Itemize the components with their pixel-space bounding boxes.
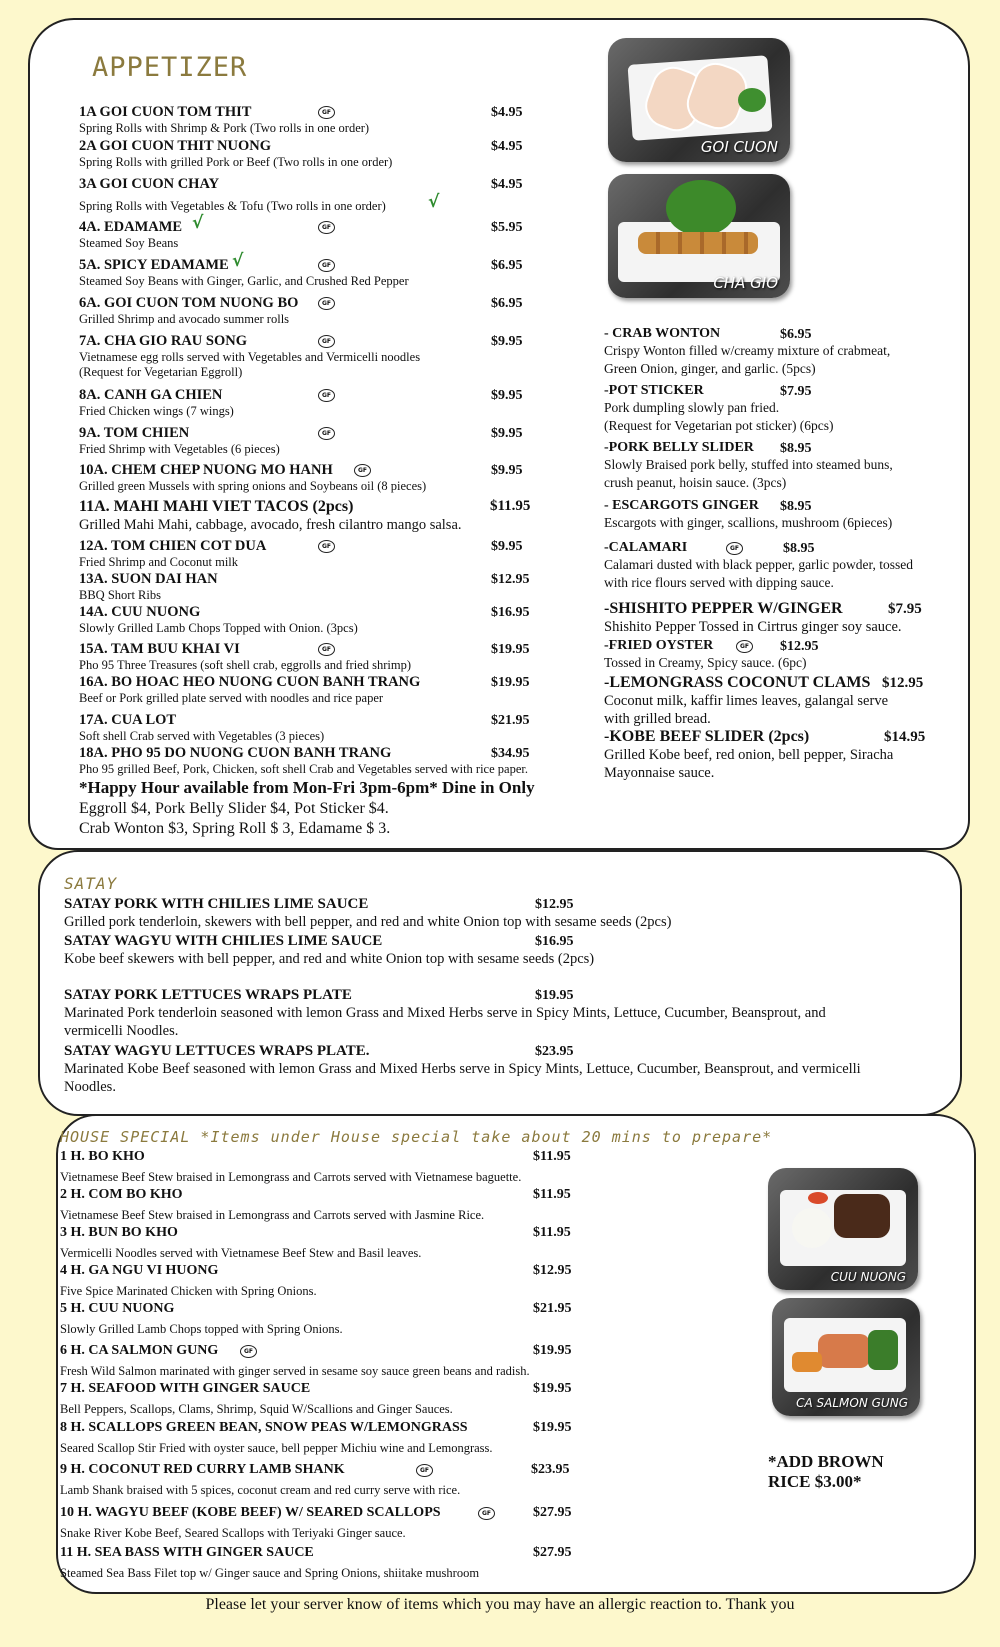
- item-description: Seared Scallop Stir Fried with oyster sauce, bell pepper Michiu wine and Lemongrass.: [60, 1441, 493, 1455]
- gluten-free-icon-label: GF: [416, 1464, 433, 1477]
- gluten-free-icon: [318, 294, 335, 312]
- item-name: 13A. SUON DAI HAN: [79, 571, 218, 587]
- gluten-free-icon: [318, 640, 335, 658]
- item-description: Fried Shrimp and Coconut milk: [79, 555, 239, 569]
- menu-item: [60, 1301, 343, 1337]
- item-description: Vermicelli Noodles served with Vietnamese Beef Stew and Basil leaves.: [60, 1246, 422, 1260]
- item-description: (Request for Vegetarian Eggroll): [79, 365, 243, 379]
- item-description: Grilled Shrimp and avocado summer rolls: [79, 312, 290, 326]
- item-name: - ESCARGOTS GINGER: [604, 498, 759, 513]
- gluten-free-icon: [318, 218, 335, 236]
- menu-item: [79, 176, 386, 214]
- gluten-free-icon: [318, 103, 335, 121]
- menu-item: [604, 638, 807, 672]
- brown-rice-note: RICE $3.00*: [768, 1472, 862, 1491]
- item-description: Slowly Grilled Lamb Chops topped with Spring Onions.: [60, 1322, 343, 1336]
- photo-cha-gio: [608, 174, 790, 298]
- menu-item: [604, 498, 892, 532]
- menu-item: [60, 1420, 493, 1456]
- menu-item: [79, 462, 426, 494]
- menu-item: [60, 1505, 441, 1541]
- item-price: $11.95: [490, 498, 531, 514]
- gluten-free-icon: [318, 256, 335, 274]
- item-name: -FRIED OYSTER: [604, 638, 714, 653]
- item-name: 12A. TOM CHIEN COT DUA: [79, 538, 267, 554]
- item-name: 10 H. WAGYU BEEF (KOBE BEEF) W/ SEARED SCALLOPS: [60, 1505, 441, 1520]
- item-description: Escargots with ginger, scallions, mushroom (6pieces): [604, 515, 893, 530]
- item-price: $23.95: [535, 1044, 574, 1059]
- item-description: Vietnamese Beef Stew braised in Lemongrass and Carrots served with Vietnamese baguette.: [60, 1170, 522, 1184]
- gluten-free-icon-label: GF: [318, 389, 335, 402]
- item-name: 9 H. COCONUT RED CURRY LAMB SHANK: [60, 1462, 345, 1477]
- menu-item: [60, 1343, 530, 1379]
- item-description: Slowly Grilled Lamb Chops Topped with Onion. (3pcs): [79, 621, 358, 635]
- item-description: Spring Rolls with Shrimp & Pork (Two rolls in one order): [79, 121, 370, 135]
- menu-item: [79, 745, 528, 777]
- item-description: Steamed Soy Beans with Ginger, Garlic, and Crushed Red Pepper: [79, 274, 409, 288]
- item-name: 4 H. GA NGU VI HUONG: [60, 1263, 219, 1278]
- menu-item: [604, 440, 893, 492]
- menu-item: [60, 1381, 453, 1417]
- menu-item: [79, 674, 420, 706]
- photo-ca-salmon-gung: [772, 1298, 920, 1416]
- item-price: $8.95: [780, 441, 812, 456]
- item-name: SATAY PORK WITH CHILIES LIME SAUCE: [64, 896, 369, 912]
- gluten-free-icon-label: GF: [318, 259, 335, 272]
- item-description: Green Onion, ginger, and garlic. (5pcs): [604, 361, 816, 376]
- item-price: $11.95: [533, 1225, 571, 1240]
- item-price: $21.95: [533, 1301, 572, 1316]
- item-price: $9.95: [491, 463, 523, 478]
- item-description: Five Spice Marinated Chicken with Spring Onions.: [60, 1284, 317, 1298]
- item-description: Tossed in Creamy, Spicy sauce. (6pc): [604, 655, 807, 670]
- menu-item: [604, 326, 890, 378]
- item-price: $6.95: [491, 258, 523, 273]
- item-price: $19.95: [491, 675, 530, 690]
- item-price: $27.95: [533, 1505, 572, 1520]
- gluten-free-icon-label: GF: [318, 540, 335, 553]
- item-price: $34.95: [491, 746, 530, 761]
- item-description: Steamed Sea Bass Filet top w/ Ginger sauce and Spring Onions, shiitake mushroom: [60, 1566, 480, 1580]
- gluten-free-icon-label: GF: [478, 1507, 495, 1520]
- menu-item: [64, 987, 826, 1040]
- item-price: $7.95: [780, 384, 812, 399]
- item-description: Kobe beef skewers with bell pepper, and red and white Onion top with sesame seeds (2pcs): [64, 951, 595, 967]
- satay-title: SATAY: [64, 874, 118, 893]
- item-price: $12.95: [535, 897, 574, 912]
- gluten-free-icon-label: GF: [240, 1345, 257, 1358]
- gluten-free-icon: [736, 637, 753, 655]
- item-price: $6.95: [780, 327, 812, 342]
- item-description: Grilled Mahi Mahi, cabbage, avocado, fresh cilantro mango salsa.: [79, 517, 462, 533]
- menu-item: [79, 571, 218, 603]
- item-name: 7A. CHA GIO RAU SONG: [79, 333, 247, 349]
- item-description: Fried Shrimp with Vegetables (6 pieces): [79, 442, 280, 456]
- menu-item: [79, 641, 411, 673]
- item-price: $8.95: [783, 541, 815, 556]
- item-name: 7 H. SEAFOOD WITH GINGER SAUCE: [60, 1381, 311, 1396]
- item-price: $7.95: [888, 601, 922, 617]
- menu-item: [64, 933, 594, 968]
- item-name: -KOBE BEEF SLIDER (2pcs): [604, 728, 810, 745]
- item-description: Pho 95 Three Treasures (soft shell crab, eggrolls and fried shrimp): [79, 658, 411, 672]
- photo-cuu-nuong: [768, 1168, 918, 1290]
- item-price: $11.95: [533, 1149, 571, 1164]
- house-special-title: HOUSE SPECIAL *Items under House special take about 20 mins to prepare*: [60, 1128, 773, 1146]
- item-price: $21.95: [491, 713, 530, 728]
- item-description: Pho 95 grilled Beef, Pork, Chicken, soft shell Crab and Vegetables served with rice paper.: [79, 762, 528, 776]
- gluten-free-icon-label: GF: [318, 221, 335, 234]
- item-price: $16.95: [491, 605, 530, 620]
- item-price: $23.95: [531, 1462, 570, 1477]
- item-description: BBQ Short Ribs: [79, 588, 161, 602]
- photo-caption: CHA GIO: [713, 274, 778, 292]
- item-description: Pork dumpling slowly pan fried.: [604, 400, 780, 415]
- item-description: Vietnamese egg rolls served with Vegetables and Vermicelli noodles: [79, 350, 421, 364]
- menu-item: [60, 1462, 460, 1498]
- item-name: 4A. EDAMAME: [79, 219, 183, 235]
- item-price: $4.95: [491, 177, 523, 192]
- item-description: Fried Chicken wings (7 wings): [79, 404, 234, 418]
- item-price: $19.95: [535, 988, 574, 1003]
- item-description: (Request for Vegetarian pot sticker) (6pcs): [604, 418, 834, 433]
- item-name: 14A. CUU NUONG: [79, 604, 201, 620]
- menu-item: [79, 604, 358, 636]
- menu-item: [60, 1187, 484, 1223]
- item-description: Spring Rolls with grilled Pork or Beef (Two rolls in one order): [79, 155, 393, 169]
- vegetarian-icon: √: [192, 213, 204, 233]
- item-name: 1 H. BO KHO: [60, 1149, 145, 1164]
- menu-item: [64, 1043, 861, 1096]
- item-name: 17A. CUA LOT: [79, 712, 177, 728]
- menu-item: [604, 540, 913, 592]
- item-description: Grilled pork tenderloin, skewers with bell pepper, and red and white Onion top with sesame seeds (2pcs): [64, 914, 672, 930]
- gluten-free-icon-label: GF: [354, 464, 371, 477]
- item-price: $19.95: [533, 1420, 572, 1435]
- item-name: -SHISHITO PEPPER W/GINGER: [604, 600, 843, 617]
- item-price: $8.95: [780, 499, 812, 514]
- menu-item: [604, 728, 893, 782]
- item-description: Lamb Shank braised with 5 spices, coconut cream and red curry serve with rice.: [60, 1483, 461, 1497]
- item-name: 2A GOI CUON THIT NUONG: [79, 138, 272, 154]
- item-price: $9.95: [491, 426, 523, 441]
- gluten-free-icon: [240, 1342, 257, 1360]
- item-name: 15A. TAM BUU KHAI VI: [79, 641, 240, 657]
- item-price: $16.95: [535, 934, 574, 949]
- item-name: 9A. TOM CHIEN: [79, 425, 190, 441]
- gluten-free-icon: [354, 461, 371, 479]
- menu-item: [60, 1225, 421, 1261]
- item-description: Snake River Kobe Beef, Seared Scallops with Teriyaki Ginger sauce.: [60, 1526, 406, 1540]
- item-description: Grilled green Mussels with spring onions and Soybeans oil (8 pieces): [79, 479, 427, 493]
- item-name: 3A GOI CUON CHAY: [79, 176, 220, 192]
- item-price: $12.95: [780, 639, 819, 654]
- gluten-free-icon-label: GF: [318, 106, 335, 119]
- item-description: Bell Peppers, Scallops, Clams, Shrimp, Squid W/Scallions and Ginger Sauces.: [60, 1402, 453, 1416]
- photo-caption: CUU NUONG: [830, 1270, 906, 1284]
- item-price: $11.95: [533, 1187, 571, 1202]
- vegetarian-icon: √: [232, 251, 244, 271]
- item-description: Shishito Pepper Tossed in Cirtrus ginger soy sauce.: [604, 619, 902, 635]
- menu-item: [79, 425, 280, 457]
- item-name: 8 H. SCALLOPS GREEN BEAN, SNOW PEAS W/LEMONGRASS: [60, 1420, 468, 1435]
- item-name: 6A. GOI CUON TOM NUONG BO: [79, 295, 299, 311]
- gluten-free-icon-label: GF: [318, 643, 335, 656]
- item-name: 8A. CANH GA CHIEN: [79, 387, 223, 403]
- menu-item: [60, 1545, 479, 1581]
- item-description: Steamed Soy Beans: [79, 236, 179, 250]
- item-description: Noodles.: [64, 1079, 116, 1095]
- item-description: crush peanut, hoisin sauce. (3pcs): [604, 475, 787, 490]
- item-name: -PORK BELLY SLIDER: [604, 440, 754, 455]
- item-price: $14.95: [884, 729, 926, 745]
- item-description: Calamari dusted with black pepper, garlic powder, tossed: [604, 557, 913, 572]
- vegetarian-icon: √: [428, 192, 440, 212]
- item-name: -CALAMARI: [604, 540, 688, 555]
- item-description: Slowly Braised pork belly, stuffed into steamed buns,: [604, 457, 893, 472]
- item-description: Soft shell Crab served with Vegetables (3 pieces): [79, 729, 325, 743]
- gluten-free-icon: [726, 539, 743, 557]
- item-price: $12.95: [533, 1263, 572, 1278]
- menu-item: [79, 538, 266, 570]
- item-name: 5A. SPICY EDAMAME: [79, 257, 229, 273]
- menu-item: [79, 219, 182, 251]
- item-name: 11A. MAHI MAHI VIET TACOS (2pcs): [79, 498, 354, 515]
- item-name: 1A GOI CUON TOM THIT: [79, 104, 252, 120]
- item-price: $19.95: [533, 1381, 572, 1396]
- photo-caption: GOI CUON: [700, 138, 778, 156]
- item-name: SATAY WAGYU WITH CHILIES LIME SAUCE: [64, 933, 383, 949]
- item-name: SATAY WAGYU LETTUCES WRAPS PLATE.: [64, 1043, 370, 1059]
- menu-item: [60, 1263, 317, 1299]
- item-price: $12.95: [491, 572, 530, 587]
- gluten-free-icon-label: GF: [736, 640, 753, 653]
- item-name: 10A. CHEM CHEP NUONG MO HANH: [79, 462, 333, 478]
- menu-item: [79, 295, 298, 327]
- gluten-free-icon-label: GF: [726, 542, 743, 555]
- gluten-free-icon-label: GF: [318, 427, 335, 440]
- item-price: $6.95: [491, 296, 523, 311]
- appetizer-title: APPETIZER: [92, 52, 248, 83]
- item-price: $9.95: [491, 334, 523, 349]
- item-name: 2 H. COM BO KHO: [60, 1187, 183, 1202]
- happy-hour-line: Crab Wonton $3, Spring Roll $ 3, Edamame $ 3.: [79, 820, 391, 837]
- item-name: -LEMONGRASS COCONUT CLAMS: [604, 674, 871, 691]
- menu-item: [604, 600, 902, 636]
- gluten-free-icon: [318, 537, 335, 555]
- item-description: Marinated Pork tenderloin seasoned with lemon Grass and Mixed Herbs serve in Spicy Mints, Lettuce, Cucumber, Beansprout, and: [64, 1005, 826, 1021]
- gluten-free-icon: [318, 424, 335, 442]
- item-name: 5 H. CUU NUONG: [60, 1301, 175, 1316]
- gluten-free-icon-label: GF: [318, 297, 335, 310]
- brown-rice-note: *ADD BROWN: [768, 1452, 884, 1471]
- happy-hour-title: *Happy Hour available from Mon-Fri 3pm-6pm* Dine in Only: [79, 778, 535, 797]
- menu-item: [79, 333, 420, 380]
- allergy-footer: Please let your server know of items which you may have an allergic reaction to. Thank you: [205, 1596, 795, 1613]
- menu-item: [79, 257, 409, 289]
- photo-caption: CA SALMON GUNG: [796, 1396, 908, 1410]
- item-name: -POT STICKER: [604, 383, 704, 398]
- item-description: Fresh Wild Salmon marinated with ginger served in sesame soy sauce green beans and radish.: [60, 1364, 530, 1378]
- item-price: $9.95: [491, 539, 523, 554]
- item-price: $9.95: [491, 388, 523, 403]
- item-name: 3 H. BUN BO KHO: [60, 1225, 178, 1240]
- item-description: vermicelli Noodles.: [64, 1023, 179, 1039]
- item-description: Beef or Pork grilled plate served with noodles and rice paper: [79, 691, 384, 705]
- menu-item: [60, 1149, 521, 1185]
- item-price: $19.95: [491, 642, 530, 657]
- item-price: $4.95: [491, 105, 523, 120]
- item-name: 16A. BO HOAC HEO NUONG CUON BANH TRANG: [79, 674, 421, 690]
- happy-hour-line: Eggroll $4, Pork Belly Slider $4, Pot Sticker $4.: [79, 800, 389, 817]
- item-description: Crispy Wonton filled w/creamy mixture of crabmeat,: [604, 343, 891, 358]
- item-description: Marinated Kobe Beef seasoned with lemon Grass and Mixed Herbs serve in Spicy Mints, Lettuce, Cucumber, Beansprout, and vermicelli: [64, 1061, 861, 1077]
- gluten-free-icon: [318, 386, 335, 404]
- menu-item: [604, 674, 888, 728]
- gluten-free-icon: [416, 1461, 433, 1479]
- item-price: $5.95: [491, 220, 523, 235]
- item-description: with grilled bread.: [604, 711, 711, 727]
- menu-item: [79, 712, 324, 744]
- item-description: Vietnamese Beef Stew braised in Lemongrass and Carrots served with Jasmine Rice.: [60, 1208, 485, 1222]
- item-name: 18A. PHO 95 DO NUONG CUON BANH TRANG: [79, 745, 392, 761]
- item-description: Grilled Kobe beef, red onion, bell pepper, Siracha: [604, 747, 894, 763]
- item-price: $12.95: [882, 675, 924, 691]
- item-price: $4.95: [491, 139, 523, 154]
- item-description: Coconut milk, kaffir limes leaves, galangal serve: [604, 693, 889, 709]
- item-price: $27.95: [533, 1545, 572, 1560]
- item-price: $19.95: [533, 1343, 572, 1358]
- item-description: Mayonnaise sauce.: [604, 765, 715, 781]
- photo-goi-cuon: [608, 38, 790, 162]
- gluten-free-icon: [318, 332, 335, 350]
- gluten-free-icon-label: GF: [318, 335, 335, 348]
- item-name: 11 H. SEA BASS WITH GINGER SAUCE: [60, 1545, 314, 1560]
- item-name: 6 H. CA SALMON GUNG: [60, 1343, 219, 1358]
- menu-item: [79, 138, 392, 170]
- item-name: SATAY PORK LETTUCES WRAPS PLATE: [64, 987, 352, 1003]
- gluten-free-icon: [478, 1504, 495, 1522]
- menu-item: [79, 387, 234, 419]
- menu-item: [79, 498, 462, 534]
- item-name: - CRAB WONTON: [604, 326, 721, 341]
- item-description: with rice flours served with dipping sauce.: [604, 575, 834, 590]
- menu-item: [64, 896, 671, 931]
- item-description: Spring Rolls with Vegetables & Tofu (Two rolls in one order): [79, 199, 386, 213]
